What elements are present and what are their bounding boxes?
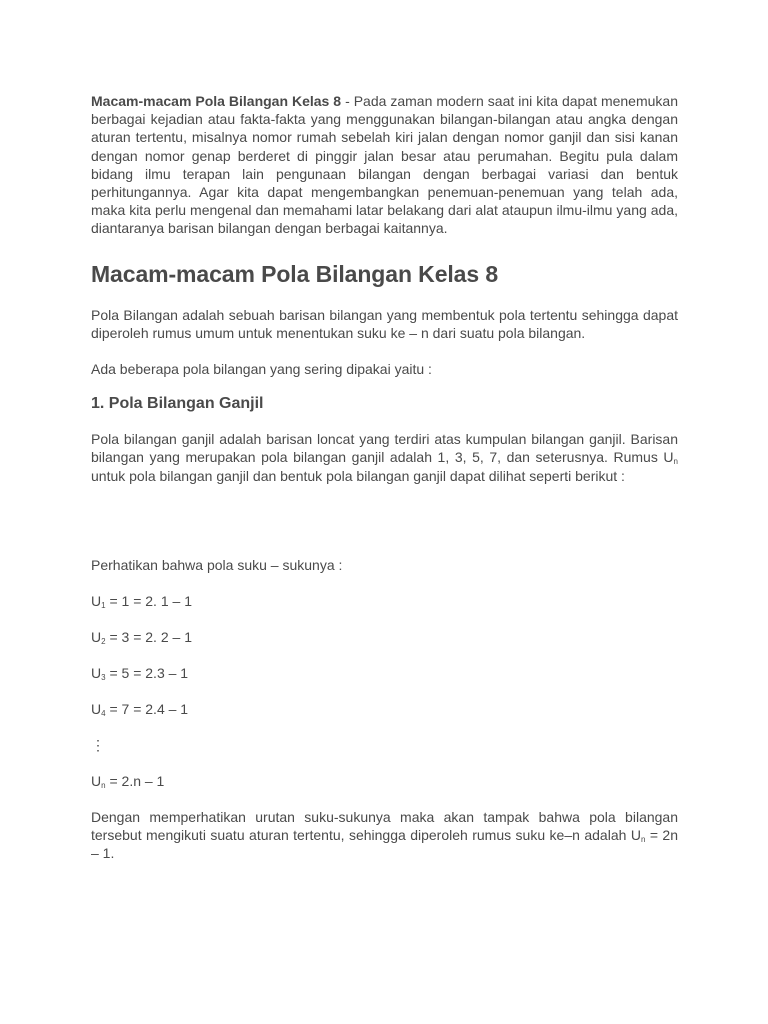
formula-rest: = 5 = 2.3 – 1	[105, 665, 189, 682]
formula-rest: = 7 = 2.4 – 1	[105, 701, 189, 718]
article	[91, 92, 678, 863]
ganjil-text-b: untuk pola bilangan ganjil dan bentuk pola bilangan ganjil dapat dilihat seperti berikut :	[91, 467, 625, 484]
ganjil-subscript: n	[673, 457, 678, 467]
formula-var: U	[91, 773, 102, 790]
conclusion-text-b: = 2n – 1.	[91, 827, 678, 862]
intro-paragraph	[91, 92, 678, 238]
formula-sub: 3	[101, 673, 106, 683]
formula-sub: 4	[101, 709, 106, 719]
definition-paragraph: Pola Bilangan adalah sebuah barisan bilangan yang membentuk pola tertentu sehingga dapat diperoleh rumus umum untuk menentukan suku ke – n dari suatu pola bilangan.	[91, 306, 678, 341]
formula-sub: n	[101, 781, 106, 791]
intro-lead: Macam-macam Pola Bilangan Kelas 8	[91, 93, 342, 109]
formula-var: U	[91, 665, 102, 682]
formula-u2	[91, 628, 678, 646]
observe-line: Perhatikan bahwa pola suku – sukunya :	[91, 556, 343, 573]
conclusion-subscript: n	[640, 835, 646, 845]
formula-sub: 2	[101, 637, 106, 647]
section-title-ganjil: 1. Pola Bilangan Ganjil	[91, 395, 264, 413]
conclusion-paragraph	[91, 808, 678, 863]
formula-rest: = 1 = 2. 1 – 1	[105, 593, 192, 610]
formula-rest: = 2.n – 1	[105, 773, 165, 790]
page-title: Macam-macam Pola Bilangan Kelas 8	[91, 260, 499, 287]
vertical-ellipsis: ⋮	[91, 737, 105, 754]
formula-var: U	[91, 629, 102, 646]
formula-sub: 1	[101, 601, 106, 611]
formula-un	[91, 772, 678, 790]
intro-text: - Pada zaman modern saat ini kita dapat menemukan berbagai kejadian atau fakta-fakta yang menggunakan bilangan-bilangan atau angka dengan aturan tertentu, misalnya nomor rumah sebelah kiri jalan dengan nomor ganjil dan sisi kanan dengan nomor genap berderet di pinggir jalan besar atau perumahan. Begitu pula dalam bidang ilmu terapan lain pengunaan bilangan dengan berbagai variasi dan bentuk perhitungannya. Agar kita dapat mengembangkan penemuan-penemuan yang telah ada, maka kita perlu mengenal dan memahami latar belakang dari alat ataupun ilmu-ilmu yang ada, diantaranya barisan bilangan dengan berbagai kaitannya.	[91, 93, 678, 237]
list-intro: Ada beberapa pola bilangan yang sering dipakai yaitu :	[91, 361, 432, 378]
formula-u1	[91, 592, 678, 610]
conclusion-text-a: Dengan memperhatikan urutan suku-sukunya maka akan tampak bahwa pola bilangan tersebut mengikuti suatu aturan tertentu, sehingga diperoleh rumus suku ke–n adalah U	[91, 809, 678, 844]
formula-rest: = 3 = 2. 2 – 1	[105, 629, 192, 646]
formula-var: U	[91, 701, 102, 718]
formula-var: U	[91, 593, 102, 610]
ganjil-paragraph	[91, 430, 678, 485]
ganjil-text-a: Pola bilangan ganjil adalah barisan loncat yang terdiri atas kumpulan bilangan ganjil. Barisan bilangan yang merupakan pola bilangan ganjil adalah 1, 3, 5, 7, dan seterusnya. Rumus U	[91, 431, 678, 466]
formula-u3	[91, 664, 678, 682]
formula-u4	[91, 700, 678, 718]
